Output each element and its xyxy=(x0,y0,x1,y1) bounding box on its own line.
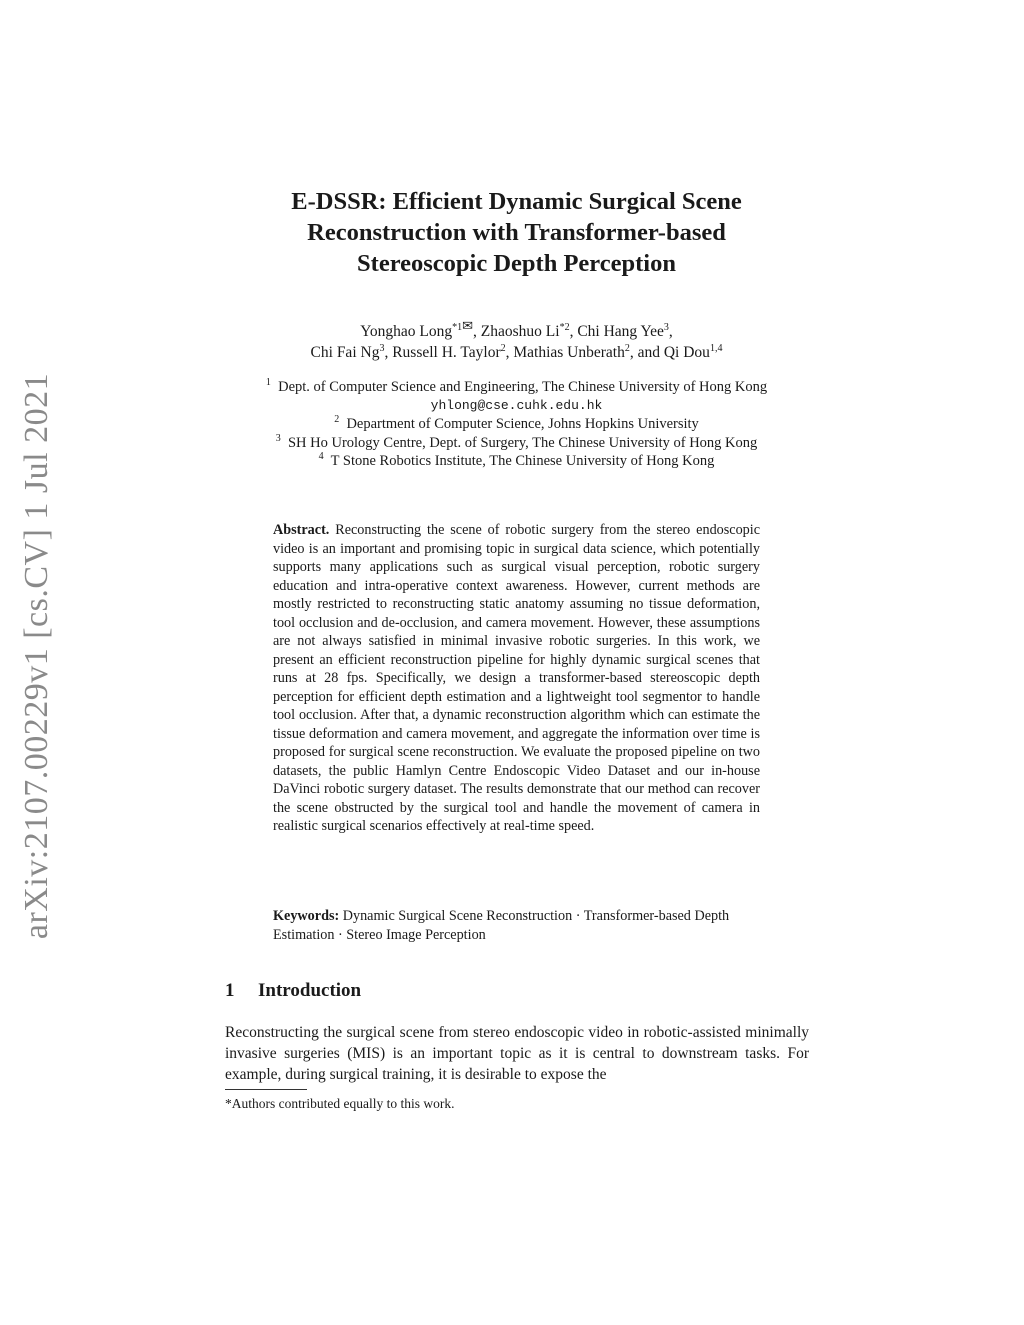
arxiv-stamp xyxy=(6,372,68,940)
affiliation-2: $^2$ Department of Computer Science, Johns Hopkins University xyxy=(334,414,699,432)
keywords xyxy=(273,907,763,944)
author-name: , Zhaoshuo Li xyxy=(473,323,560,340)
abstract-label: Abstract. xyxy=(273,522,330,538)
arxiv-stamp-text: arXiv:2107.00229v1 [cs.CV] 1 Jul 2021 xyxy=(18,372,55,940)
keywords-text: Dynamic Surgical Scene Reconstruction · Transformer-based Depth Estimation · Stereo Image Perception xyxy=(273,908,730,943)
author-name: Yonghao Long xyxy=(360,323,453,340)
section-heading xyxy=(225,980,361,1002)
author-list xyxy=(224,318,809,363)
author-sup: *2 xyxy=(559,322,570,333)
envelope-icon: ✉ xyxy=(462,318,474,333)
abstract xyxy=(273,521,760,836)
title-line: E-DSSR: Efficient Dynamic Surgical Scene xyxy=(291,188,742,215)
title-line: Stereoscopic Depth Perception xyxy=(357,250,676,277)
author-line xyxy=(224,318,809,342)
author-sup: 2 xyxy=(624,343,630,354)
author-name: , Russell H. Taylor xyxy=(384,344,501,361)
affiliation-3: $^3$ SH Ho Urology Centre, Dept. of Surgery, The Chinese University of Hong Kong xyxy=(275,432,758,451)
paper-title xyxy=(224,186,809,279)
abstract-text: Reconstructing the scene of robotic surgery from the stereo endoscopic video is an important and promising topic in surgical data science, which potentially supports many applications such as surgical visual perception, robotic surgery education and intra-operative context awareness. However, current methods are mostly restricted to reconstructing static anatomy assuming no tissue deformation, tool occlusion and de-occlusion, and camera movement. However, these assumptions are not always satisfied in minimal invasive robotic surgeries. In this work, we present an efficient reconstruction pipeline for highly dynamic surgical scenes that runs at 28 fps. Specifically, we design a transformer-based stereoscopic depth perception for efficient depth estimation and a lightweight tool segmentor to handle tool occlusion. After that, a dynamic reconstruction algorithm which can estimate the tissue deformation and camera movement, and aggregate the information over time is proposed for surgical scene reconstruction. We evaluate the proposed pipeline on two datasets, the public Hamlyn Centre Endoscopic Video Dataset and our in-house DaVinci robotic surgery dataset. The results demonstrate that our method can recover the scene obstructed by the surgical tool and handle the movement of camera in realistic surgical scenarios effectively at real-time speed. xyxy=(273,522,761,834)
keywords-label: Keywords: xyxy=(273,908,340,924)
section-number: 1 xyxy=(225,980,235,1001)
author-sup: *1✉ xyxy=(452,318,474,333)
section-title: Introduction xyxy=(258,980,362,1001)
affiliation-4: $^4$ T Stone Robotics Institute, The Chinese University of Hong Kong xyxy=(318,451,715,469)
author-name: Chi Fai Ng xyxy=(310,344,380,361)
author-sup: 3 xyxy=(663,322,669,333)
author-sup: 2 xyxy=(500,343,506,354)
author-name: , Mathias Unberath xyxy=(505,344,625,361)
email: yhlong@cse.cuhk.edu.hk xyxy=(430,397,603,413)
author-sup: 3 xyxy=(379,343,385,354)
footnote: *Authors contributed equally to this work. xyxy=(225,1096,455,1111)
author-name: , Chi Hang Yee xyxy=(569,323,664,340)
author-name: , and Qi Dou xyxy=(629,344,710,361)
affiliation-1: $^1$ Dept. of Computer Science and Engineering, The Chinese University of Hong Kong xyxy=(265,377,768,395)
affiliations xyxy=(224,378,809,471)
author-sup: 1,4 xyxy=(709,343,723,354)
author-line xyxy=(224,342,809,363)
intro-paragraph: Reconstructing the surgical scene from stereo endoscopic video in robotic-assisted minimally invasive surgeries (MIS) is an important topic as it is central to downstream tasks. For example, during surgical training, it is desirable to expose the xyxy=(225,1024,809,1083)
author-sep: , xyxy=(668,323,673,340)
footnote-rule xyxy=(225,1089,307,1090)
title-line: Reconstruction with Transformer-based xyxy=(307,219,726,246)
